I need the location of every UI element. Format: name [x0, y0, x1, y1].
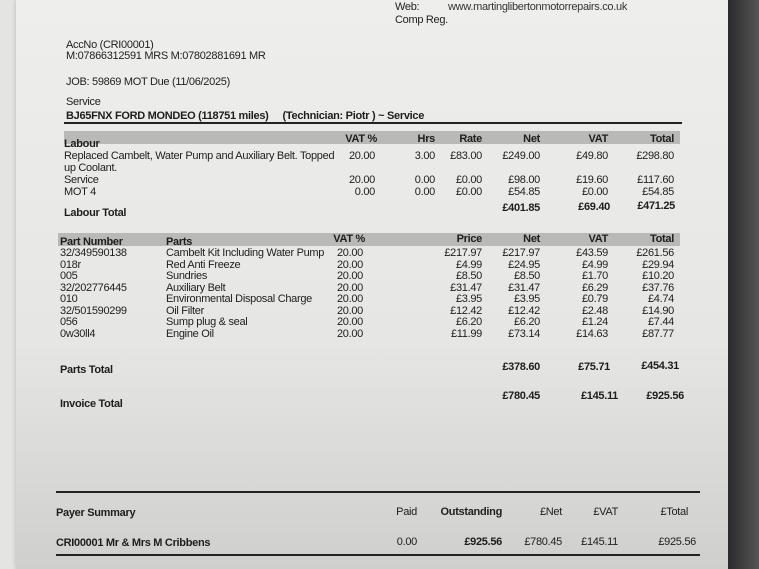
labour-row-net: £249.00: [502, 150, 540, 162]
parts-header-5: VAT: [588, 233, 608, 245]
part-vat: £1.70: [581, 270, 608, 282]
vat-header: £VAT: [593, 506, 618, 518]
part-total: £10.20: [642, 270, 674, 282]
part-description: Sundries: [166, 270, 208, 282]
part-total: £14.90: [642, 304, 674, 317]
parts-header-1: Parts: [166, 236, 193, 248]
background: [728, 0, 759, 569]
invoice-total-label: Invoice Total: [60, 398, 123, 410]
divider: [64, 122, 682, 124]
payer-net: £780.45: [524, 536, 562, 548]
parts-header-4: Net: [523, 233, 540, 245]
part-total: £261.56: [636, 247, 674, 259]
part-net: £217.97: [502, 247, 540, 259]
labour-header-3: Rate: [459, 133, 482, 145]
labour-header-6: Total: [650, 133, 674, 145]
labour-row-description: Service: [64, 174, 99, 186]
labour-row-vat: £49.80: [576, 150, 608, 162]
part-total: £7.44: [647, 316, 674, 328]
part-vat-pct: 20.00: [336, 304, 363, 317]
invoice-total-net: £780.45: [502, 390, 540, 402]
part-number: 32/349590138: [60, 247, 127, 259]
invoice-total-total: £925.56: [646, 390, 684, 402]
part-number: 32/202776445: [60, 281, 127, 294]
part-description: Oil Filter: [166, 304, 204, 317]
labour-row-rate: £0.00: [455, 174, 482, 186]
labour-row-description: Replaced Cambelt, Water Pump and Auxiliary Belt. Topped: [64, 150, 335, 162]
labour-row-vat: £0.00: [581, 186, 608, 198]
part-number: 056: [60, 316, 78, 328]
part-vat: £2.48: [581, 304, 608, 317]
part-price: £12.42: [450, 304, 482, 317]
part-vat: £4.99: [581, 258, 608, 271]
labour-row-description: MOT 4: [64, 186, 96, 198]
part-vat-pct: 20.00: [336, 270, 363, 282]
part-number: 32/501590299: [60, 304, 127, 317]
parts-header-2: VAT %: [333, 233, 365, 245]
part-vat-pct: 20.00: [336, 327, 363, 340]
labour-header-1: VAT %: [345, 133, 377, 145]
divider: [56, 554, 700, 556]
part-vat: £6.29: [581, 281, 608, 294]
labour-total-label: Labour Total: [64, 207, 127, 219]
labour-total-net: £401.85: [502, 202, 540, 214]
job-line: JOB: 59869 MOT Due (11/06/2025): [66, 76, 230, 88]
labour-total-total: £471.25: [637, 200, 675, 212]
vehicle-line: [66, 110, 424, 122]
part-total: £4.74: [647, 293, 674, 305]
customer-phones: M:07866312591 MRS M:07802881691 MR: [66, 50, 266, 62]
outstanding-header: Outstanding: [440, 506, 502, 518]
part-price: £217.97: [444, 247, 482, 259]
job-service: Service: [66, 96, 101, 108]
labour-row-vat-pct: 20.00: [348, 150, 375, 162]
technician: (Technician: Piotr ) ~ Service: [282, 110, 425, 122]
part-price: £4.99: [455, 258, 482, 271]
part-description: Engine Oil: [166, 327, 214, 340]
labour-row-hrs: 0.00: [414, 174, 435, 186]
parts-total-total: £454.31: [641, 360, 679, 372]
labour-header-4: Net: [523, 133, 540, 145]
labour-row-hrs: 0.00: [414, 186, 435, 198]
part-vat: £1.24: [581, 316, 608, 328]
payer-summary-heading: Payer Summary: [56, 507, 136, 519]
part-description: Cambelt Kit Including Water Pump: [166, 247, 325, 259]
part-net: £31.47: [508, 281, 540, 294]
part-price: £6.20: [455, 316, 482, 328]
net-header: £Net: [539, 506, 562, 518]
labour-row-description-cont: up Coolant.: [64, 162, 117, 174]
part-vat: £14.63: [576, 327, 608, 340]
part-total: £87.77: [642, 327, 674, 340]
parts-header-6: Total: [650, 233, 674, 245]
labour-row-rate: £83.00: [450, 150, 482, 162]
part-net: £24.95: [508, 258, 540, 271]
part-number: 010: [60, 293, 78, 305]
part-net: £8.50: [513, 270, 540, 282]
part-vat-pct: 20.00: [336, 247, 363, 259]
part-vat-pct: 20.00: [336, 258, 363, 271]
payer-total: £925.56: [658, 536, 696, 548]
labour-row-total: £117.60: [637, 174, 674, 186]
labour-row-vat: £19.60: [576, 174, 608, 186]
part-vat-pct: 20.00: [336, 281, 363, 294]
payer-vat: £145.11: [581, 536, 618, 548]
payer-outstanding: £925.56: [464, 536, 502, 548]
labour-header-2: Hrs: [417, 133, 435, 145]
part-price: £31.47: [450, 281, 482, 294]
web-label: Web:: [395, 1, 420, 13]
parts-header-3: Price: [456, 233, 482, 245]
labour-row-vat-pct: 20.00: [348, 174, 375, 186]
labour-header-0: Labour: [64, 138, 100, 150]
parts-total-net: £378.60: [502, 361, 540, 373]
paid-header: Paid: [396, 506, 417, 518]
part-number: 005: [60, 270, 78, 282]
labour-row-rate: £0.00: [455, 186, 482, 198]
part-price: £8.50: [455, 270, 482, 282]
part-price: £11.99: [450, 327, 482, 340]
part-vat-pct: 20.00: [336, 293, 363, 305]
account-number: AccNo (CRI00001): [66, 39, 154, 51]
part-vat: £0.79: [581, 293, 608, 305]
part-total: £29.94: [642, 258, 674, 271]
part-price: £3.95: [455, 293, 482, 305]
labour-header-5: VAT: [588, 133, 608, 145]
part-number: 0w30ll4: [60, 327, 96, 340]
labour-row-net: £98.00: [508, 174, 540, 186]
invoice-total-vat: £145.11: [580, 390, 618, 402]
part-net: £73.14: [508, 327, 540, 340]
part-number: 018r: [60, 258, 81, 271]
total-header: £Total: [660, 506, 688, 518]
labour-row-vat-pct: 0.00: [354, 186, 375, 198]
part-description: Red Anti Freeze: [166, 258, 241, 271]
part-net: £3.95: [513, 293, 540, 305]
background-page-edge: [0, 0, 16, 569]
vehicle: BJ65FNX FORD MONDEO (118751 miles): [66, 110, 269, 122]
part-total: £37.76: [642, 281, 674, 294]
part-net: £12.42: [508, 304, 540, 317]
part-vat-pct: 20.00: [336, 316, 363, 328]
parts-total-vat: £75.71: [578, 361, 610, 373]
part-vat: £43.59: [576, 247, 608, 259]
payer-paid: 0.00: [396, 536, 417, 548]
labour-row-total: £298.80: [636, 150, 674, 162]
payer-name: CRI00001 Mr & Mrs M Cribbens: [56, 537, 211, 549]
parts-header-0: Part Number: [60, 236, 123, 248]
labour-row-net: £54.85: [508, 186, 540, 198]
part-net: £6.20: [513, 316, 540, 328]
comp-reg-label: Comp Reg.: [395, 14, 448, 26]
parts-total-label: Parts Total: [60, 364, 113, 376]
labour-row-total: £54.85: [642, 186, 674, 198]
part-description: Auxiliary Belt: [166, 281, 226, 294]
part-description: Sump plug & seal: [166, 316, 248, 328]
web-value: www.martinglibertonmotorrepairs.co.uk: [448, 1, 628, 13]
divider: [56, 491, 700, 493]
labour-total-vat: £69.40: [578, 201, 610, 213]
part-description: Environmental Disposal Charge: [166, 293, 312, 305]
labour-row-hrs: 3.00: [414, 150, 435, 162]
